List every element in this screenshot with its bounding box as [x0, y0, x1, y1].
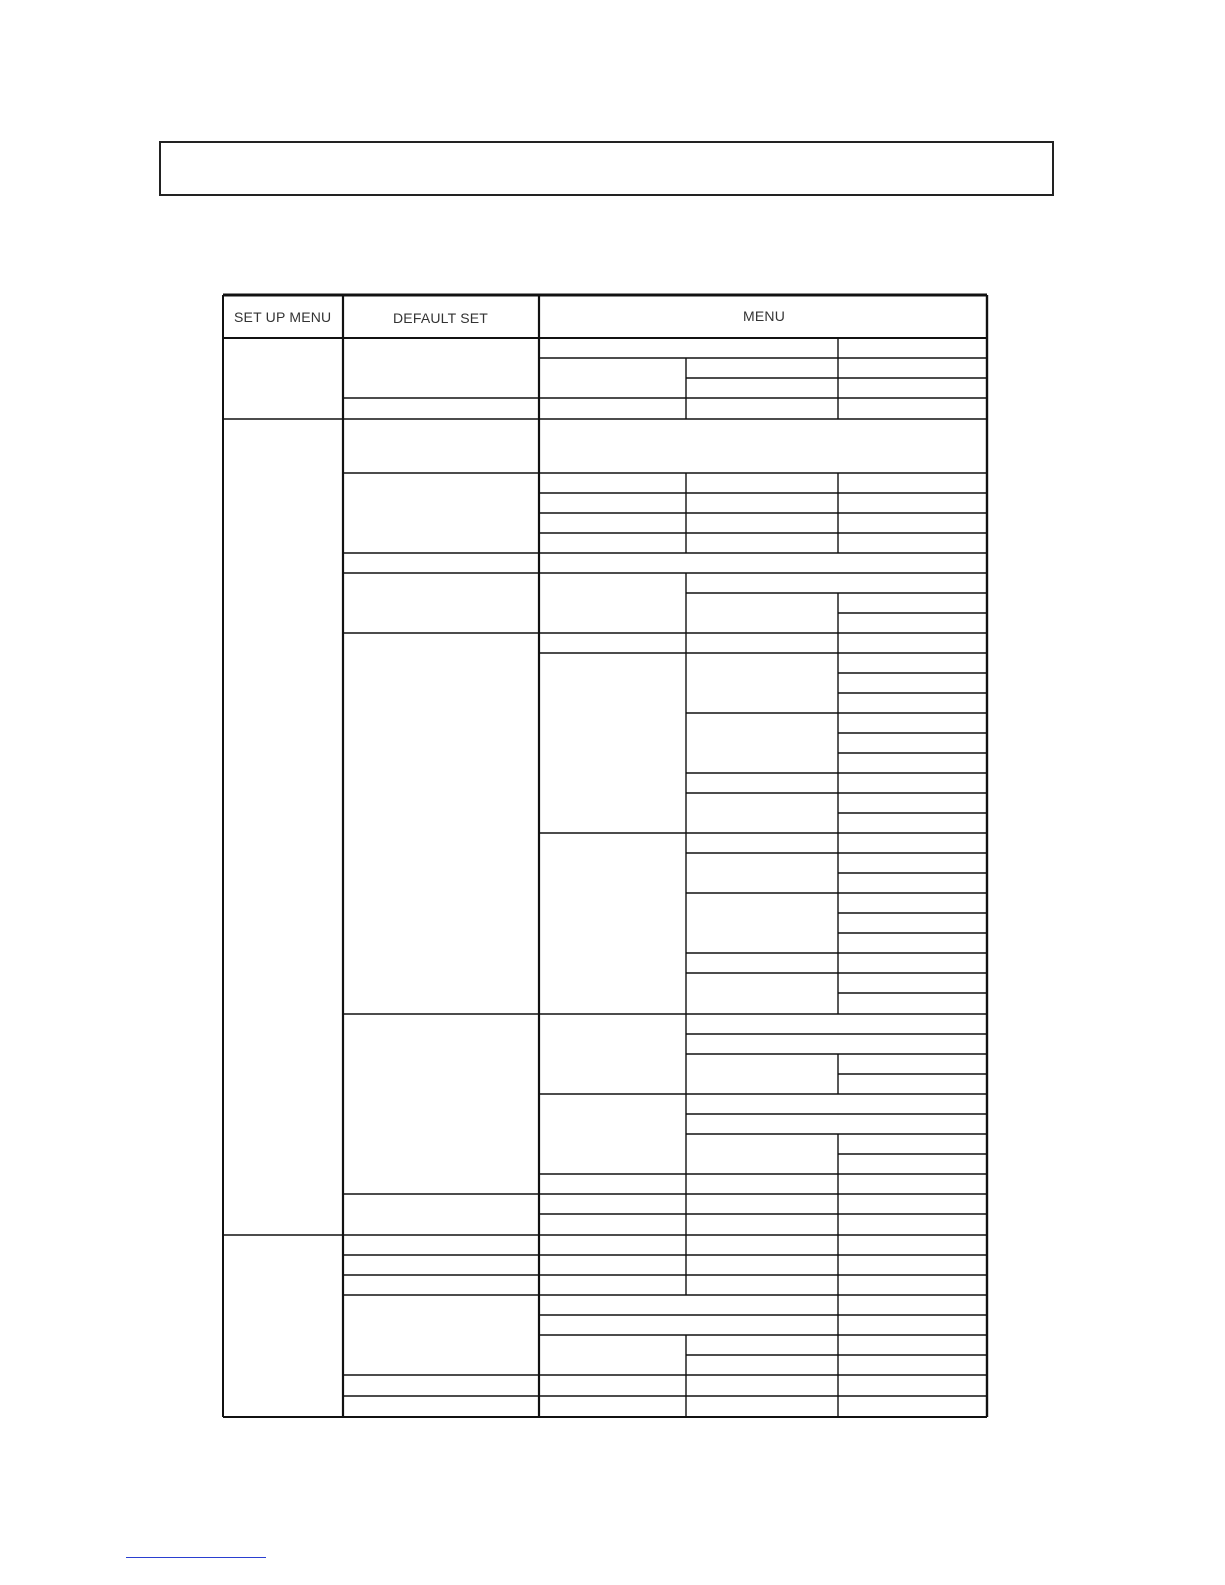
header-default-set: DEFAULT SET — [393, 310, 489, 326]
footer-link-underline — [126, 1557, 266, 1558]
header-setup-menu: SET UP MENU — [234, 309, 332, 325]
header-menu: MENU — [743, 308, 786, 324]
